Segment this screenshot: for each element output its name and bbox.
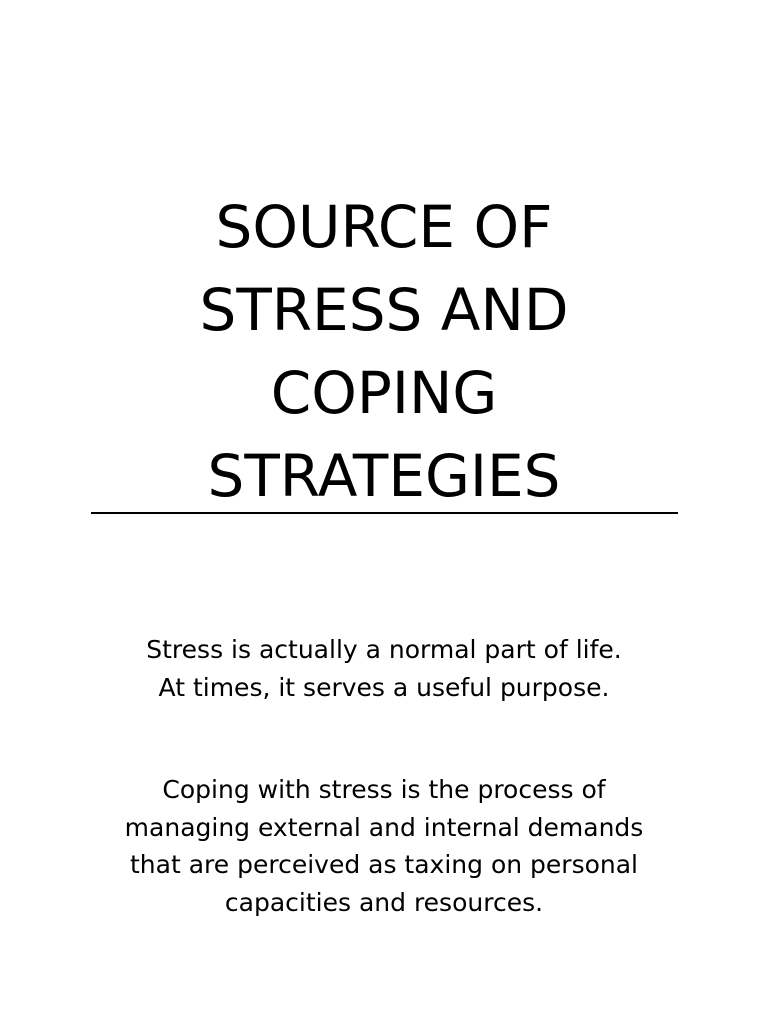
- title-underline: [91, 512, 678, 514]
- document-title: SOURCE OF STRESS AND COPING STRATEGIES: [199, 193, 569, 510]
- paragraph-coping-definition: Coping with stress is the process of managing external and internal demands that are perceived as taxing on personal capacities and resources.: [124, 775, 644, 917]
- paragraph-stress-normal: Stress is actually a normal part of life. At times, it serves a useful purpose.: [146, 635, 622, 702]
